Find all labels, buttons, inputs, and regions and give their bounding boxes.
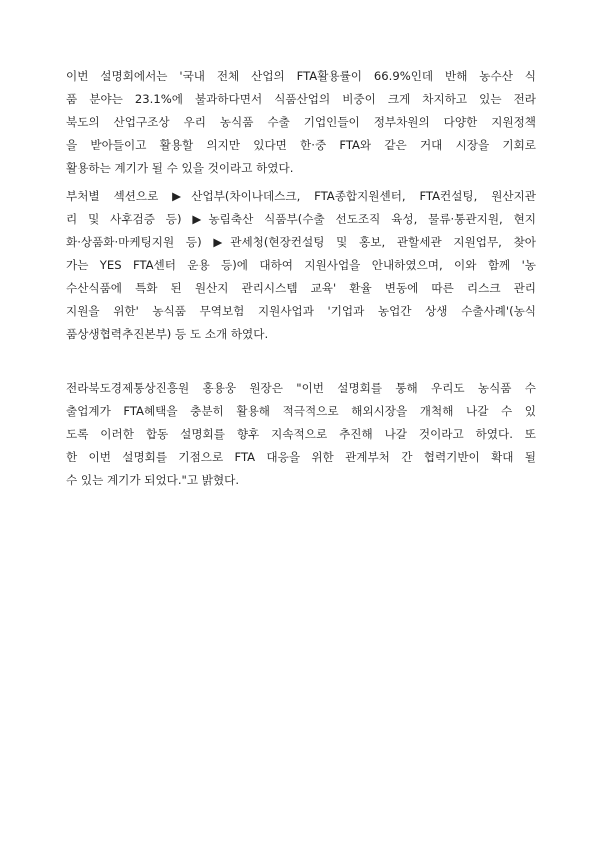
paragraph-line: 도록 이러한 합동 설명회를 향후 지속적으로 추진해 나갈 것이라고 하였다. 또 xyxy=(66,427,536,441)
paragraph-line: 전라북도경제통상진흥원 홍용웅 원장은 "이번 설명회를 통해 우리도 농식품 수 xyxy=(66,381,536,395)
paragraph-line: 가는 YES FTA센터 운용 등)에 대하여 지원사업을 안내하였으며, 이와 함께 '농 xyxy=(66,258,536,272)
paragraph-fta-utilization xyxy=(66,65,536,180)
paragraph-line: 을 받아들이고 활용할 의지만 있다면 한·중 FTA와 같은 거대 시장을 기회로 xyxy=(66,138,536,152)
paragraph-line: 한 이번 설명회를 기점으로 FTA 대응을 위한 관계부처 간 협력기반이 확대 될 xyxy=(66,450,536,464)
paragraph-line: 북도의 산업구조상 우리 농식품 수출 기업인들이 정부차원의 다양한 지원정책 xyxy=(66,115,536,129)
paragraph-line: 출업계가 FTA혜택을 충분히 활용해 적극적으로 해외시장을 개척해 나갈 수 있 xyxy=(66,404,536,418)
paragraph-line: 수산식품에 특화 된 원산지 관리시스템 교육' 환율 변동에 따른 리스크 관리 xyxy=(66,281,536,295)
paragraph-director-quote xyxy=(66,377,536,492)
paragraph-line: 이번 설명회에서는 '국내 전체 산업의 FTA활용률이 66.9%인데 반해 농수산 식 xyxy=(66,69,536,83)
paragraph-ministry-sections xyxy=(66,185,536,346)
paragraph-line: 화·상품화·마케팅지원 등) ▶관세청(현장컨설팅 및 홍보, 관할세관 지원업무, 찾아 xyxy=(66,235,536,249)
paragraph-line: 수 있는 계기가 되었다."고 밝혔다. xyxy=(66,473,240,487)
paragraph-line: 품상생협력추진본부) 등 도 소개 하였다. xyxy=(66,327,269,341)
paragraph-line: 부처별 섹션으로 ▶산업부(차이나데스크, FTA종합지원센터, FTA컨설팅, 원산지관 xyxy=(66,189,536,203)
paragraph-line: 지원을 위한' 농식품 무역보험 지원사업과 '기업과 농업간 상생 수출사례'(농식 xyxy=(66,304,536,318)
paragraph-line: 리 및 사후검증 등) ▶농림축산 식품부(수출 선도조직 육성, 물류·통관지원, 현지 xyxy=(66,212,536,226)
paragraph-line: 품 분야는 23.1%에 불과하다면서 식품산업의 비중이 크게 차지하고 있는 전라 xyxy=(66,92,536,106)
paragraph-line: 활용하는 계기가 될 수 있을 것이라고 하였다. xyxy=(66,161,294,175)
